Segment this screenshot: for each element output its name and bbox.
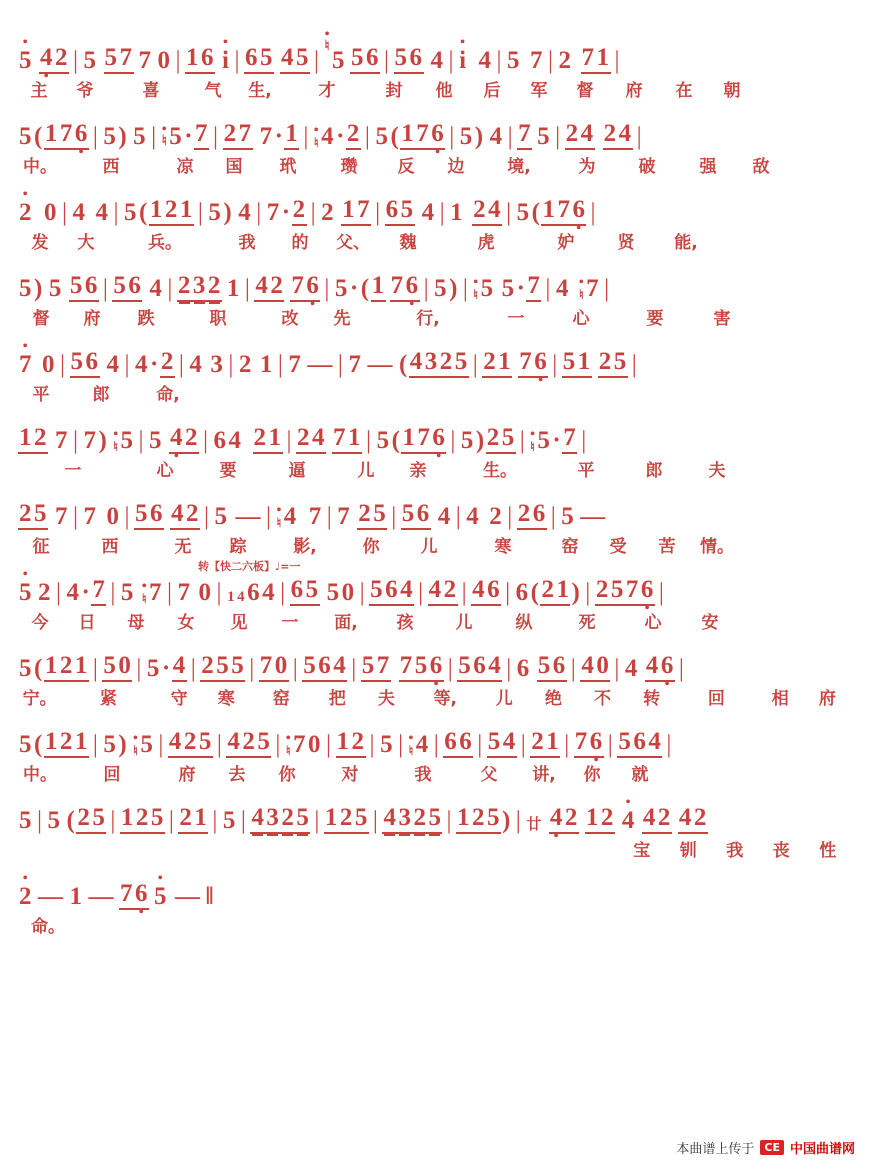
lyric-row-6: 一 心 要 逼 儿 亲 生。 平 郎 夫 (64, 461, 726, 481)
lyric-row-3: 发 大 兵。 我 的 父、 魏 虎 妒 贤 能, (31, 233, 698, 253)
music-system-12 (18, 876, 851, 942)
notation-row-4: 5 ) 5 5 6 | 5 6 4 | 2 3 2 1 | 4 2 7 6 • | 5 · ( 1 7 6 • | 5 ) | • ♮ 5 5 · 7 | 4 • ♮ 7 | (18, 268, 851, 302)
notation-row-5: • 7 0 | 5 6 4 | 4 · 2 | 4 3 | 2 1 | 7 — | 7 — ( 4 3 2 5 | 2 1 7 6 • | 5 1 2 5 | (18, 344, 851, 378)
lyric-row-12: 命。 (31, 917, 65, 937)
music-system-7 (18, 496, 851, 562)
lyric-row-11: 宝 钏 我 丧 性 (633, 841, 837, 861)
music-system-8 (18, 560, 851, 638)
music-system-9 (18, 648, 851, 714)
footer-credit-text: 本曲谱上传于 (676, 1142, 755, 1157)
lyric-row-10: 中。 回 府 去 你 对 我 父 讲, 你 就 (23, 765, 649, 785)
notation-row-11: 5 | 5 ( 2 5 | 1 2 5 | 2 1 | 5 | 4 3 2 5 | 1 2 5 | 4 3 2 5 | 1 2 5 ) | 廿 4 • 2 1 2 • 4 4 2 4 2 (18, 800, 851, 834)
notation-row-6: 1 2 7 | 7 ) • ♮ 5 | 5 4 • 2 | 6 4 2 1 | 2 4 7 1 | 5 ( 1 7 6 • | 5 ) 2 5 | • ♮ 5 · 7 | (18, 420, 851, 454)
footer-credit (676, 1138, 855, 1157)
notation-row-12: • 2 — 1 — 7 6 • • 5 — ‖ (18, 876, 851, 910)
notation-row-9: 5 ( 1 2 1 | 5 0 | 5 · 4 | 2 5 5 | 7 0 | 5 6 4 | 5 7 7 5 6 • | 5 6 4 | 6 5 6 | 4 0 | 4 4 6 • | (18, 648, 851, 682)
music-system-1 (18, 40, 851, 106)
lyric-row-2: 中。 西 凉 国 玳 瓒 反 边 境, 为 破 强 敌 (23, 157, 770, 177)
music-system-5 (18, 344, 851, 410)
music-system-6 (18, 420, 851, 486)
lyric-row-7: 征 西 无 踪 影, 你 儿 寒 窑 受 苦 情。 (32, 537, 734, 557)
lyric-row-5: 平 郎 命, (32, 385, 180, 405)
site-logo-badge: CE (760, 1140, 784, 1155)
lyric-row-1: 主 爷 喜 气 生, 才 封 他 后 军 督 府 在 朝 (30, 81, 741, 101)
lyric-row-8: 今 日 母 女 见 一 面, 孩 儿 纵 死 心 安 (31, 613, 719, 633)
lyric-row-4: 督 府 跌 职 改 先 行, 一 心 要 害 (32, 309, 731, 329)
notation-row-2: 5 ( 1 7 6 • | 5 ) 5 | • ♮ 5 · 7 | 2 7 7 · 1 | • ♮ 4 · 2 | 5 ( 1 7 6 • | 5 ) 4 | 7 5 | 2 4 2 4 | (18, 116, 851, 150)
music-system-3 (18, 192, 851, 258)
notation-row-7: 2 5 7 | 7 0 | 5 6 4 2 | 5 — | • ♮ 4 7 | 7 2 5 | 5 6 4 | 4 2 | 2 6 | 5 — (18, 496, 851, 530)
music-system-2 (18, 116, 851, 182)
music-system-11 (18, 800, 851, 866)
lyric-row-9: 宁。 紧 守 寒 窑 把 夫 等, 儿 绝 不 转 回 相 府 (22, 689, 836, 709)
tempo-marking: 转【快二六板】♩=一 (198, 560, 301, 573)
music-system-4 (18, 268, 851, 334)
notation-row-10: 5 ( 1 2 1 | 5 ) • ♮ 5 | 4 2 5 | 4 2 5 | • ♮ 7 0 | 1 2 | 5 | • ♮ 4 | 6 6 | 5 4 | 2 1 | 7 6 • | 5 6 4 | (18, 724, 851, 758)
notation-row-8: • 5 2 | 4 · 7 | 5 • ♮ 7 | 7 0 | 1 4 6 4 | 6 5 5 0 | 5 6 4 | 4 2 | 4 6 | 6 ( 2 1 ) | 2 5 7 6 • | (18, 572, 851, 606)
notation-row-1: • 5 4 • 2 | 5 5 7 7 0 | 1 6 • i | 6 5 4 5 | • ♮ 5 5 6 | 5 6 4 | • i 4 | 5 7 | 2 7 1 | (18, 40, 851, 74)
music-system-10 (18, 724, 851, 790)
site-name[interactable]: 中国曲谱网 (789, 1142, 855, 1157)
notation-row-3: • 2 0 | 4 4 | 5 ( 1 2 1 | 5 ) 4 | 7 · 2 | 2 1 7 | 6 5 4 | 1 2 4 | 5 ( 1 7 6 • | (18, 192, 851, 226)
